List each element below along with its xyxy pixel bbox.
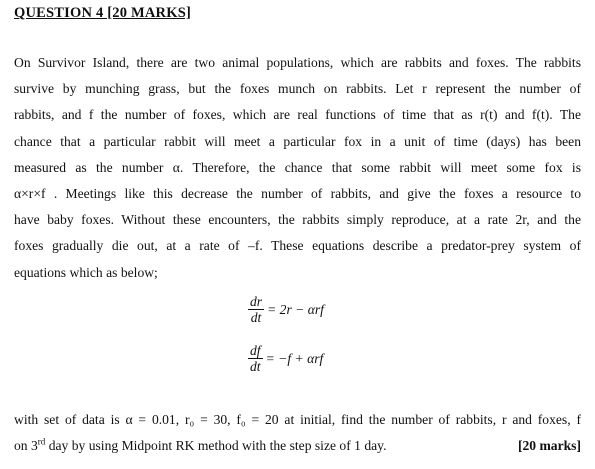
paragraph-line: foxes gradually die out, at a rate of –f. These equations describe a predator-prey system of (14, 238, 581, 254)
task-text-suffix: day by using Midpoint RK method with the step size of 1 day. (45, 438, 387, 454)
fraction-numerator: df (250, 343, 261, 358)
derivative-fraction (248, 343, 263, 374)
paragraph-line: have baby foxes. Without these encounters, the rabbits simply reproduce, at a rate 2r, and the (14, 212, 581, 228)
fraction-denominator: dt (250, 359, 261, 374)
fraction-numerator: dr (250, 294, 263, 309)
paragraph-line: α×r×f . Meetings like this decrease the number of rabbits, and give the foxes a resource to (14, 185, 581, 201)
derivative-fraction (248, 294, 264, 325)
paragraph-line: survive by munching grass, but the foxes munch on rabbits. Let r represent the number of (14, 81, 581, 97)
marks-label: [20 marks] (517, 438, 581, 454)
paragraph-line: rabbits, and f the number of foxes, which are real functions of time that as r(t) and f(t). The (14, 107, 581, 123)
task-text-prefix: on 3 (14, 438, 38, 454)
problem-paragraph (14, 50, 581, 286)
rabbit-rate-equation (248, 294, 324, 325)
paragraph-line: equations which as below; (14, 264, 158, 280)
paragraph-line: On Survivor Island, there are two animal populations, which are rabbits and foxes. The rabbits (14, 55, 581, 70)
paragraph-line: chance that a particular rabbit will meet a particular fox in a unit of time (days) has been (14, 133, 581, 149)
equation-rhs: = 2r − αrf (267, 301, 324, 317)
paragraph-line: measured as the number α. Therefore, the chance that some rabbit will meet some fox is (14, 159, 581, 175)
fox-rate-equation (248, 343, 323, 374)
task-paragraph (14, 407, 581, 459)
paragraph-line (14, 433, 581, 459)
ordinal-suffix: rd (37, 436, 46, 447)
question-heading: QUESTION 4 [20 MARKS] (14, 5, 192, 21)
paragraph-line: with set of data is α = 0.01, r₀ = 30, f₀ = 20 at initial, find the number of rabbits, r and foxes, f (14, 412, 581, 427)
equation-rhs: = −f + αrf (265, 350, 324, 366)
fraction-denominator: dt (250, 310, 262, 325)
